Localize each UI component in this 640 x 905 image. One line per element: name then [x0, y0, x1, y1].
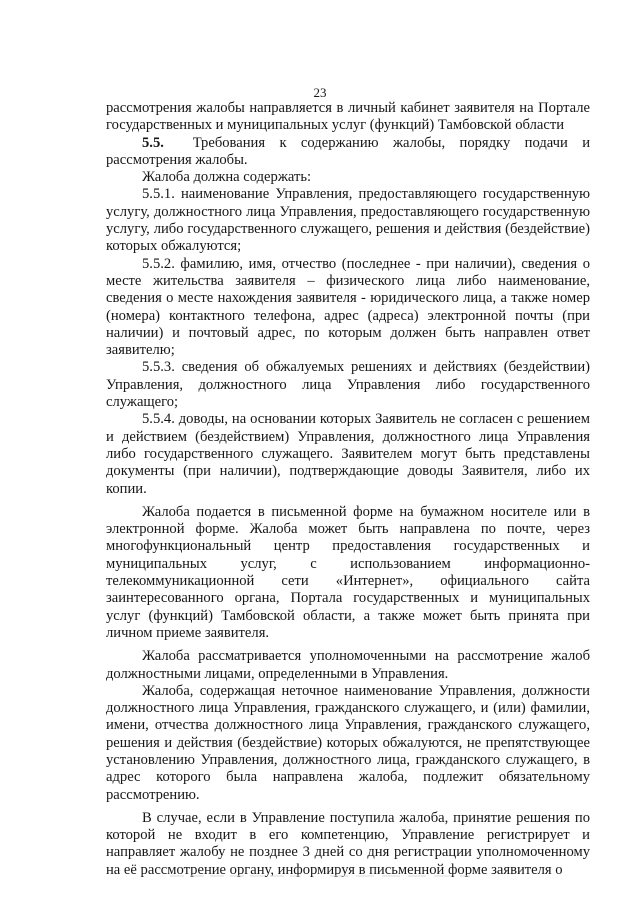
paragraph-intro: Жалоба должна содержать: — [142, 169, 312, 186]
paragraph-redirect: В случае, если в Управление поступила жалоба, принятие решения по которой не входит в его компетенцию, Управление регистрирует и направляет жалобу не позднее 3 дней со дня регистрации уполномоченному на её рассмотрение органу, информируя в письменной форме заявителя о — [106, 809, 590, 878]
paragraph-submission: Жалоба подается в письменной форме на бумажном носителе или в электронной форме. Жалоба может быть направлена по почте, через многофункциональный центр предоставления государственных и муниципальных услуг, с использованием информационно-телекоммуникационной сети «Интернет», официального сайта заинтересованного органа, Портала государственных и муниципальных услуг (функций) Тамбовской области, а также может быть принята при личном приеме заявителя. — [106, 503, 590, 641]
section-heading — [106, 135, 590, 170]
paragraph-item-5-5-1: 5.5.1. наименование Управления, предоставляющего государственную услугу, должностного лица Управления, предоставляющего государственную услугу, либо государственного служащего, решения и действия (бездействие) которых обжалуются; — [106, 186, 590, 255]
paragraph-item-5-5-3: 5.5.3. сведения об обжалуемых решениях и действиях (бездействии) Управления, должностного лица Управления либо государственного служащего; — [106, 359, 590, 411]
scan-artifact-line — [0, 875, 640, 877]
paragraph-inaccurate-name: Жалоба, содержащая неточное наименование Управления, должности должностного лица Управления, гражданского служащего, и (или) фамилии, имени, отчества должностного лица Управления, гражданского служащего, решения и действия (бездействие) которых обжалуются, не препятствующее установлению Управления, должностного лица, гражданского служащего, в адрес которого была направлена жалоба, подлежит обязательному рассмотрению. — [106, 682, 590, 803]
document-body — [106, 100, 590, 879]
section-heading-text: Требования к содержанию жалобы, порядку подачи и рассмотрения жалобы. — [106, 134, 590, 168]
paragraph-item-5-5-2: 5.5.2. фамилию, имя, отчество (последнее - при наличии), сведения о месте жительства заявителя – физического лица либо наименование, сведения о месте нахождения заявителя - юридического лица, а также номер (номера) контактного телефона, адрес (адреса) электронной почты (при наличии) и почтовый адрес, по которым должен быть направлен ответ заявителю; — [106, 255, 590, 359]
paragraph-review: Жалоба рассматривается уполномоченными на рассмотрение жалоб должностными лицами, определенными в Управления. — [106, 648, 590, 682]
paragraph-continuation: рассмотрения жалобы направляется в личный кабинет заявителя на Портале государственных и муниципальных услуг (функций) Тамбовской области — [106, 100, 590, 134]
page-number: 23 — [313, 85, 327, 100]
paragraph-item-5-5-4: 5.5.4. доводы, на основании которых Заявитель не согласен с решением и действием (бездействием) Управления, должностного лица Управления либо государственного служащего. Заявителем могут быть представлены документы (при наличии), подтверждающие доводы Заявителя, либо их копии. — [106, 411, 590, 497]
section-number: 5.5. — [142, 134, 164, 151]
